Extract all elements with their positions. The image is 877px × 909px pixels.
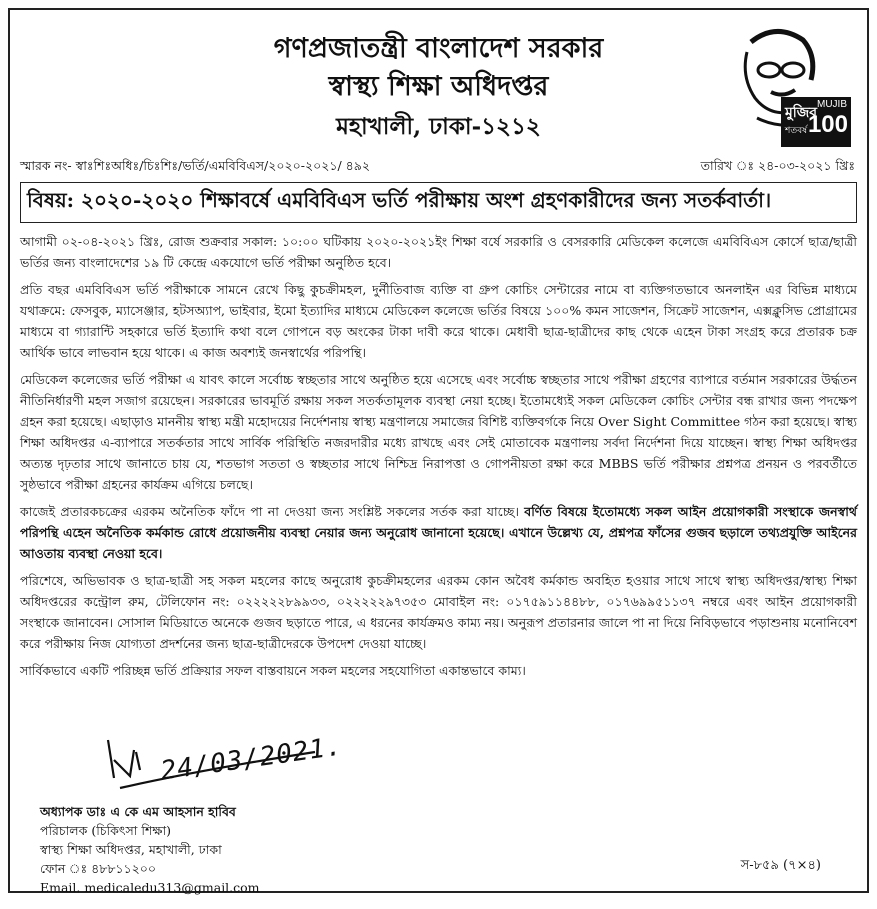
mujib-100-logo (701, 22, 851, 147)
paragraph-contact: পরিশেষে, অভিভাবক ও ছাত্র-ছাত্রী সহ সকল মহলের কাছে অনুরোধ কুচক্রীমহলের এরকম কোন অবৈধ কর্মকান্ড অবহিত হওয়ার সাথে সাথে স্বাস্থ্য অধিদপ্তর/স্বাস্থ্য শিক্ষা অধিদপ্তরের কন্ট্রোল রুম, টেলিফোন নং: ০২২২২২৮৯৯৩৩, ০২২২২২৯৭৩৫৩ মোবাইল নং: ০১৭৫৯১১৪৪৮৮, ০১৭৬৯৯৫১১৩৭ নম্বরে এবং আইন প্রয়োগকারী সংস্থাকে জানাবেন। সোসাল মিডিয়াতে অনেকে গুজব ছড়াতে পারে, এ ধরনের কার্যক্রমও কাম্য নয়। অনুরূপ প্রতারনার জালে পা না দিয়ে নিবিড়ভাবে পড়াশুনায় মনোনিবেশ করে পরীক্ষায় নিজ যোগ্যতা প্রদর্শনের জন্য ছাত্র-ছাত্রীদেরকে উপদেশ দেওয়া যাচ্ছে। (20, 573, 857, 651)
address-title: মহাখালী, ঢাকা-১২১২ (336, 113, 541, 140)
mujib-badge (781, 97, 851, 147)
paragraph-cooperation: সার্বিকভাবে একটি পরিচ্ছন্ন ভর্তি প্রক্রিয়ার সফল বাস্তবায়নে সকল মহলের সহযোগিতা একান্তভাবে কাম্য। (20, 663, 526, 678)
caution-bold-text: বর্ণিত বিষয়ে ইতোমধ্যে সকল আইন প্রয়োগকারী সংস্থাকে জনস্বার্থ পরিপন্থি এহেন অনৈতিক কর্মকান্ড রোধে প্রয়োজনীয় ব্যবস্থা নেয়ার জন্য অনুরোধ জানানো হয়েছে। এখানে উল্লেখ্য যে, প্রশ্নপত্র ফাঁসের গুজব ছড়ালে তথ্যপ্রযুক্তি আইনের আওতায় ব্যবস্থা নেওয়া হবে। (20, 504, 857, 561)
logo-english-text: MUJIB (817, 99, 847, 110)
signature-date: 24/03/2021. (158, 731, 345, 787)
department-title: স্বাস্থ্য শিক্ষা অধিদপ্তর (328, 71, 549, 102)
caution-text: কাজেই প্রতারকচক্রের এরকম অনৈতিক ফাঁদে পা না দেওয়া জন্য সংশ্লিষ্ট সকলের সর্তক করা যাচ্ছে। (20, 504, 519, 519)
signatory-name: অধ্যাপক ডাঃ এ কে এম আহসান হাবিব (40, 804, 236, 819)
paragraph-caution (20, 501, 857, 564)
logo-bangla-sub: শতবর্ষ (785, 126, 808, 136)
notice-page (8, 8, 869, 893)
reference-line (20, 154, 857, 180)
memo-date: তারিখ ঃ ২৪-০৩-২০২১ খ্রিঃ (700, 158, 855, 173)
paragraph-transparency: মেডিকেল কলেজের ভর্তি পরীক্ষা এ যাবৎ কালে সর্বোচ্চ স্বচ্ছতার সাথে অনুষ্ঠিত হয়ে এসেছে এবং সর্বোচ্চ স্বচ্ছতার সাথে পরীক্ষা গ্রহণের ব্যাপারে বর্তমান সরকারের উর্দ্ধতন নীতিনির্ধারণী মহল সজাগ রয়েছেন। সরকারের ভাবমূর্তি রক্ষায় সকল সতর্কতামূলক ব্যবস্থা নেয়া হচ্ছে। ইতোমধ্যেই সকল মেডিকেল কোচিং সেন্টার বন্ধ রাখার জন্য পদক্ষেপ গ্রহন করা হয়েছে। এছাড়াও মাননীয় স্বাস্থ্য মন্ত্রী মহোদয়ের নির্দেশনায় স্বাস্থ্য মন্ত্রণালয়ে সমাজের বিশিষ্ট ব্যক্তিবর্গকে নিয়ে Over Sight Committee গঠন করা হয়েছে। স্বাস্থ্য শিক্ষা অধিদপ্তর এ-ব্যাপারে সতর্কতার সাথে সার্বিক পরিস্থিতি নজরদারীর মধ্যে রাখছে এবং সেই মোতাবেক মন্ত্রণালয় সর্বদা নির্দেশনা দিয়ে যাচ্ছেন। স্বাস্থ্য শিক্ষা অধিদপ্তর অত্যন্ত দৃঢ়তার সাথে জানাতে চায় যে, শতভাগ সততা ও স্বচ্ছতার সাথে নিশ্চিদ্র নিরাপত্তা ও গোপনীয়তা রক্ষা করে MBBS ভর্তি পরীক্ষার প্রশ্নপত্র প্রনয়ন ও পরবর্তীতে সুষ্ঠভাবে পরীক্ষা গ্রহনের কার্যক্রম এগিয়ে চলছে। (20, 372, 857, 492)
paragraph-exam-date: আগামী ০২-০৪-২০২১ খ্রিঃ, রোজ শুক্রবার সকাল: ১০:০০ ঘটিকায় ২০২০-২০২১ইং শিক্ষা বর্ষে সরকারি ও বেসরকারি মেডিকেল কলেজে এমবিবিএস কোর্সে ছাত্র/ছাত্রী ভর্তির জন্য বাংলাদেশের ১৯ টি কেন্দ্রে একযোগে ভর্তি পরীক্ষা অনুষ্ঠিত হবে। (20, 234, 857, 270)
signatory-designation: পরিচালক (চিকিৎসা শিক্ষা) (40, 823, 171, 838)
footer-code: স-৮৫৯ (৭×৪) (740, 858, 821, 873)
logo-bangla-text: মুজিব (785, 105, 818, 121)
signatory-office: স্বাস্থ্য শিক্ষা অধিদপ্তর, মহাখালী, ঢাকা (40, 842, 222, 857)
logo-number: 100 (807, 111, 848, 138)
subject-line: বিষয়: ২০২০-২০২০ শিক্ষাবর্ষে এমবিবিএস ভর্তি পরীক্ষায় অংশ গ্রহণকারীদের জন্য সতর্কবার্তা। (20, 182, 857, 223)
government-title: গণপ্রজাতন্ত্রী বাংলাদেশ সরকার (273, 33, 604, 64)
signatory-email: Email. medicaledu313@gmail.com (40, 880, 260, 895)
signatory-block (40, 802, 260, 897)
letterhead (20, 10, 857, 142)
signatory-phone: ফোন ঃ ৪৮৮১১২০০ (40, 861, 157, 876)
handwritten-signature (100, 730, 345, 800)
memo-number: স্মারক নং- স্বাঃশিঃঅধিঃ/চিঃশিঃ/ভর্তি/এমবিবিএস/২০২০-২০২১/ ৪৯২ (20, 158, 370, 173)
paragraph-fraud-warning: প্রতি বছর এমবিবিএস ভর্তি পরীক্ষাকে সামনে রেখে কিছু কুচক্রীমহল, দুর্নীতিবাজ ব্যক্তি বা গ্রুপ কোচিং সেন্টারের নামে বা ব্যক্তিগতভাবে অনলাইন এর বিভিন্ন মাধ্যমে যথাক্রমে: ফেসবুক, ম্যাসেঞ্জার, হটসঅ্যাপ, ভাইবার, ইমো ইত্যাদির মাধ্যমে মেডিকেল কলেজে ভর্তির বিষয়ে ১০০% কমন সাজেশন, সিক্রেট সাজেশন, এক্সক্লুসিভ প্রোগ্রামের মাধ্যমে বা গ্যারান্টি সহকারে ভর্তি ইত্যাদি কথা বলে গোপনে বড় অংকের টাকা দাবী করে থাকে। মেধাবী ছাত্র-ছাত্রীদের কাছ থেকে এহেন টাকা সংগ্রহ করে প্রতারক চক্র আর্থিক ভাবে লাভবান হয়ে থাকে। এ কাজ অবশ্যই জনস্বার্থের পরিপন্থি। (20, 282, 857, 360)
